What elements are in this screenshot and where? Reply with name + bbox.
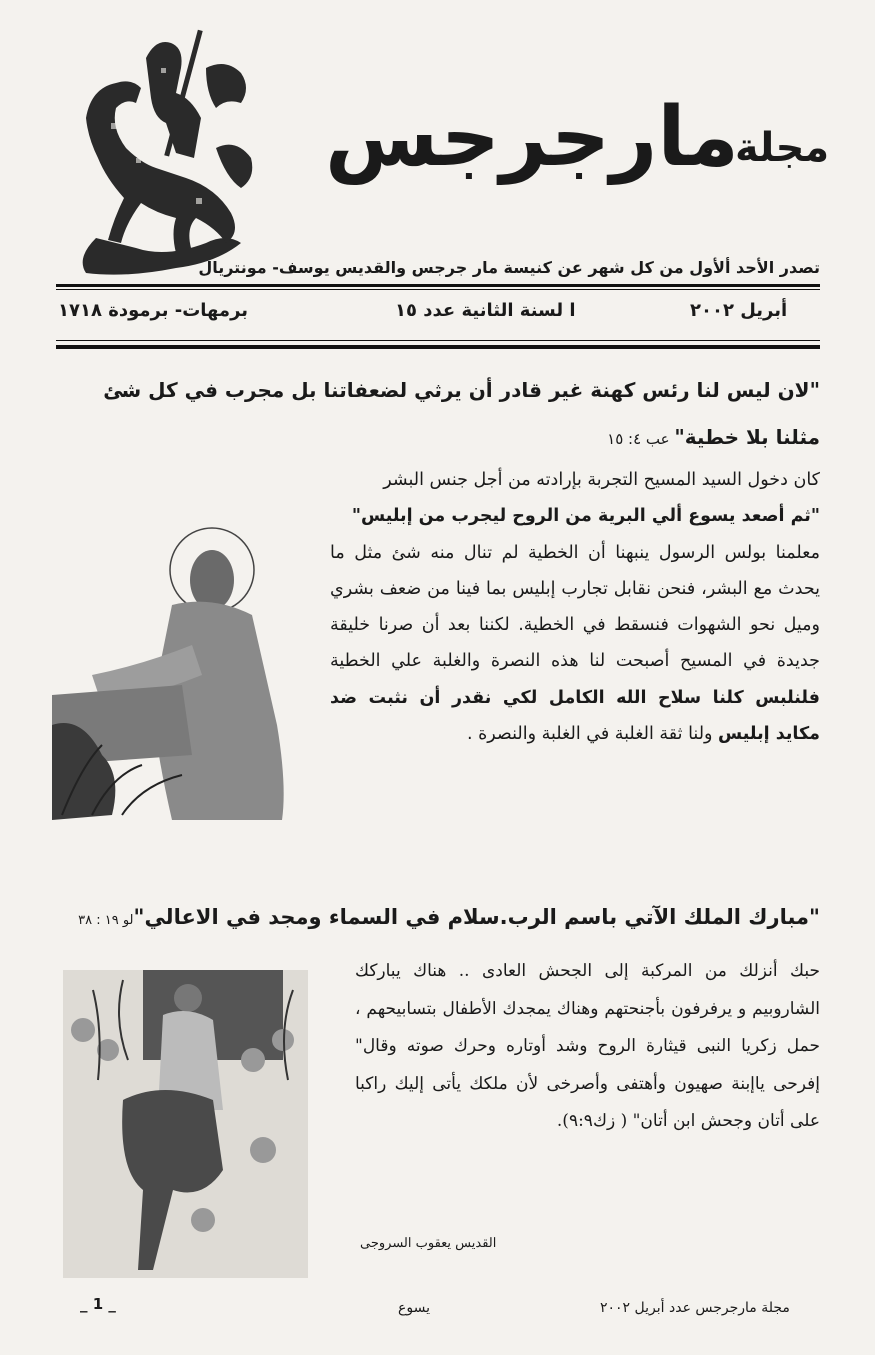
- mid-rule-thin: [56, 340, 820, 341]
- paragraph: حبك أنزلك من المركبة إلى الجحش العادى .. هناك يباركك الشاروبيم و يرفرفون بأجنحتهم وهناك يمجدك الأطفال بتسابيحهم ، حمل زكريا النبى قيثارة الروح وشد أوتاره وحرك صوته وقال" إفرحى ياإبنة صهيون وأهتفى وأصرخى لأن ملكك يأتى إليك راكبا على أتان وجحش ابن أتان" ( زك٩:٩).: [355, 961, 820, 1131]
- paragraph-emphasis: فلنلبس كلنا سلاح الله الكامل لكي نقدر أن نثبت ضد مكايد إبليس: [330, 687, 820, 745]
- page-number: _ 1 _: [80, 1295, 116, 1313]
- verse-heading: "لان ليس لنا رئس كهنة غير قادر أن يرثي لضعفاتنا بل مجرب في كل شئ: [103, 378, 820, 402]
- signature: القديس يعقوب السروجى: [360, 1236, 497, 1251]
- magazine-title: مارجرجس: [325, 90, 739, 185]
- paragraph: [330, 535, 820, 753]
- article-body-2: [355, 953, 820, 1141]
- palm-sunday-entry-illustration: [63, 970, 308, 1278]
- paragraph: كان دخول السيد المسيح التجربة بإرادته من أجل جنس البشر: [383, 470, 820, 490]
- st-george-dragon-icon: [66, 28, 258, 278]
- top-rule-thin: [56, 289, 820, 290]
- verse-heading-cont: [300, 425, 820, 449]
- footer-issue: مجلة مارجرجس عدد أبريل ٢٠٠٢: [600, 1300, 790, 1316]
- top-rule: [56, 284, 820, 287]
- paragraph-text: معلمنا بولس الرسول ينبهنا أن الخطية لم تنال منه شئ مثل ما يحدث مع البشر، فنحن نقابل تجارب إبليس بما فينا من ضعف بشري وميل نحو الشهوات فنسقط في الخطية. لكننا بعد أن صرنا خليقة جديدة في المسيح أصبحت لنا هذه النصرة والغلبة علي الخطية: [330, 542, 820, 672]
- issue-date: أبريل ٢٠٠٢: [690, 300, 788, 321]
- tagline: تصدر الأحد ألأول من كل شهر عن كنيسة مار جرجس والقديس يوسف- مونتريال: [198, 258, 820, 277]
- coptic-date: برمهات- برمودة ١٧١٨: [58, 300, 249, 321]
- verse-heading-2: [60, 905, 820, 929]
- footer-center: يسوع: [398, 1300, 430, 1316]
- verse-text-2: "مبارك الملك الآتي باسم الرب.سلام في السماء ومجد في الاعالي": [133, 905, 820, 929]
- verse-reference: عب ٤: ١٥: [607, 430, 675, 448]
- magazine-word: مجلة: [735, 125, 830, 171]
- verse-reference-2: لو ١٩ : ٣٨: [78, 913, 134, 928]
- mid-rule: [56, 345, 820, 349]
- quote: "ثم أصعد يسوع ألي البرية من الروح ليجرب من إبليس": [351, 506, 820, 527]
- jesus-praying-illustration: [52, 525, 295, 830]
- article-body: [330, 462, 820, 752]
- paragraph-end: ولنا ثقة الغلبة في الغلبة والنصرة .: [466, 724, 719, 745]
- issue-volume: ا لسنة الثانية عدد ١٥: [395, 300, 576, 321]
- verse-text: مثلنا بلا خطية": [674, 425, 820, 449]
